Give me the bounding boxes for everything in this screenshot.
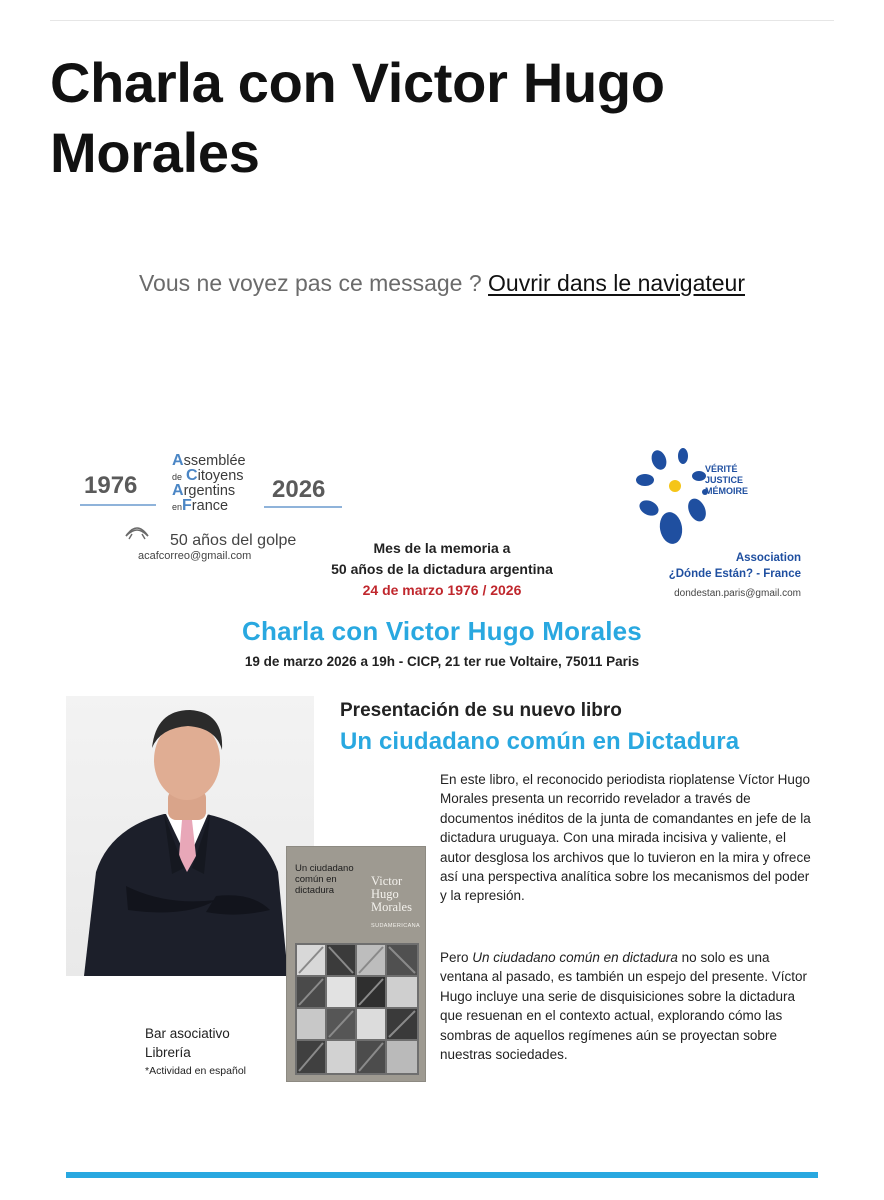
top-divider: [50, 20, 834, 21]
event-flyer-image[interactable]: [0, 430, 884, 1200]
presentation-heading: Presentación de su nuevo libro: [340, 700, 622, 721]
acaf-email: acafcorreo@gmail.com: [138, 550, 252, 562]
donde-estan-emblem-icon: [631, 446, 711, 556]
org-line: de Citoyens: [172, 466, 244, 484]
speaker-photo: [66, 696, 314, 976]
description-paragraph-2: Pero Un ciudadano común en dictadura no solo es una ventana al pasado, es también un espejo del presente. Víctor Hugo incluye una serie de disquisiciones sobre la dictadura que resuenan en el contexto actual, explorando cómo las sombras de aquellos regímenes aún se proyectan sobre nuestras sociedades.: [440, 950, 807, 1063]
org-line: Argentins: [172, 482, 236, 499]
book-cover-title: Un ciudadano común en dictadura: [295, 863, 354, 896]
memory-month-block: [300, 538, 584, 601]
open-in-browser-link[interactable]: Ouvrir dans le navigateur: [488, 270, 745, 296]
donde-estan-email: dondestan.paris@gmail.com: [674, 588, 801, 599]
venue-line-1: Bar asociativo: [145, 1026, 230, 1041]
memory-date: 24 de marzo 1976 / 2026: [362, 582, 522, 598]
book-title-heading: Un ciudadano común en Dictadura: [340, 728, 740, 755]
headscarf-icon: [122, 518, 152, 540]
speaker-figure-icon: [66, 696, 314, 976]
venue-line-2: Librería: [145, 1045, 191, 1060]
book-mosaic-icon: [295, 943, 419, 1075]
description-paragraph-1: En este libro, el reconocido periodista rioplatense Víctor Hugo Morales presenta un recorrido revelador a través de documentos inéditos de la junta de comandantes en jefe de la dictadura uruguaya. Con una mirada incisiva y valiente, el autor desglosa los archivos que lo tuvieron en la mira y ofrece así una perspectiva analítica sobre los mecanismos del poder y la represión.: [440, 772, 811, 904]
underline: [264, 506, 342, 508]
page-title: Charla con Victor Hugo Morales: [50, 51, 665, 184]
book-publisher: SUDAMERICANA: [371, 923, 421, 929]
preheader-text: Vous ne voyez pas ce message ?: [138, 270, 482, 296]
memory-line-1: Mes de la memoria a: [373, 540, 511, 556]
year-start: 1976: [84, 472, 138, 499]
memory-line-2: 50 años de la dictadura argentina: [331, 561, 553, 577]
event-details: 19 de marzo 2026 a 19h - CICP, 21 ter rue Voltaire, 75011 Paris: [244, 654, 640, 669]
language-note: *Actividad en español: [145, 1065, 246, 1077]
flyer-title: Charla con Victor Hugo Morales: [242, 616, 642, 646]
preheader: [0, 270, 884, 297]
underline: [80, 504, 156, 506]
org-line: enFrance: [172, 496, 229, 514]
donde-estan-logo: [625, 438, 815, 598]
book-cover: [286, 846, 426, 1082]
acaf-org-name: [172, 454, 246, 514]
bottom-accent-bar: [66, 1172, 818, 1178]
year-end: 2026: [272, 476, 326, 503]
donde-estan-words: VÉRITÉ JUSTICE MÉMOIRE: [705, 464, 749, 496]
org-line: Assemblée: [172, 452, 246, 469]
acaf-subtitle: 50 años del golpe: [170, 532, 297, 549]
book-cover-author: Victor Hugo Morales: [371, 874, 412, 914]
donde-estan-assoc: Association ¿Dónde Están? - France: [668, 552, 801, 580]
venue-info: [145, 1024, 246, 1081]
